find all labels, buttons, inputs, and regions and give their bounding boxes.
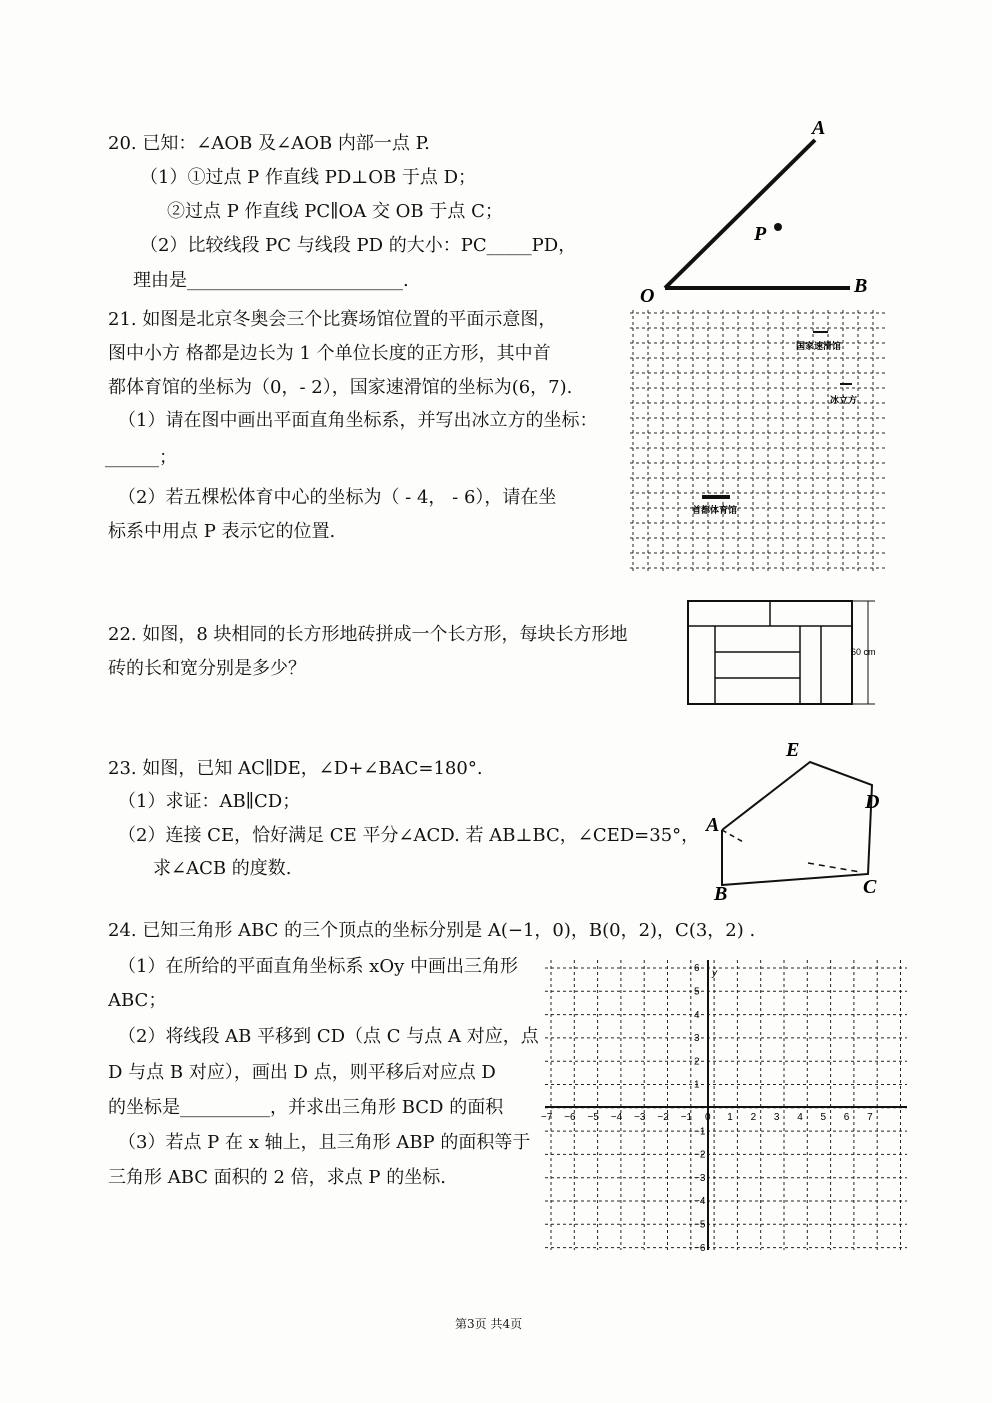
q23-line2: （1）求证：AB∥CD； <box>118 791 301 812</box>
q20-line2: （1）①过点 P 作直线 PD⊥OB 于点 D； <box>140 167 477 188</box>
x-tick-label: −5 <box>587 1112 599 1123</box>
x-tick-label: 4 <box>797 1112 803 1123</box>
label-a2: A <box>706 814 720 836</box>
x-tick-label: −1 <box>680 1112 693 1123</box>
x-tick-label: 7 <box>867 1112 873 1123</box>
y-tick-label: −6 <box>694 1242 706 1254</box>
q24-line6: 的坐标是__________，并求出三角形 BCD 的面积 <box>108 1097 504 1118</box>
q21-line5: ______； <box>105 447 177 468</box>
x-tick-label: −2 <box>657 1112 669 1123</box>
q20-line5: 理由是________________________. <box>133 270 409 291</box>
label-d: D <box>865 791 880 813</box>
label-a: A <box>812 117 826 139</box>
q20-line3: ②过点 P 作直线 PC∥OA 交 OB 于点 C； <box>167 201 503 222</box>
y-tick-label: −1 <box>694 1126 706 1138</box>
y-tick-label: −5 <box>694 1219 706 1231</box>
q24-line4: （2）将线段 AB 平移到 CD（点 C 与点 A 对应，点 <box>118 1026 539 1047</box>
q21-line6: （2）若五棵松体育中心的坐标为（ - 4， - 6），请在坐 <box>118 487 557 508</box>
q24-line5: D 与点 B 对应），画出 D 点，则平移后对应点 D <box>108 1062 496 1083</box>
q21-line1: 21. 如图是北京冬奥会三个比赛场馆位置的平面示意图， <box>108 309 557 330</box>
y-tick-label: −3 <box>694 1172 706 1184</box>
angle-aob-figure <box>630 110 890 310</box>
x-tick-label: −3 <box>634 1112 646 1123</box>
x-tick-label: −6 <box>564 1112 576 1123</box>
x-tick-label: 6 <box>843 1112 850 1123</box>
q22-line2: 砖的长和宽分别是多少？ <box>108 658 306 679</box>
y-tick-label: 3 <box>694 1033 700 1045</box>
q23-line1: 23. 如图，已知 AC∥DE，∠D+∠BAC=180°. <box>108 758 483 779</box>
x-tick-label: 3 <box>773 1112 780 1123</box>
q23-line3: （2）连接 CE，恰好满足 CE 平分∠ACD. 若 AB⊥BC，∠CED=35°， <box>118 825 700 846</box>
y-tick-label: −4 <box>694 1196 706 1208</box>
coordinate-grid-figure <box>540 960 907 1254</box>
venue-grid-figure <box>630 310 886 574</box>
y-tick-label: 1 <box>694 1079 700 1091</box>
label-o: O <box>640 285 655 307</box>
page-footer: 第3页 共4页 <box>455 1317 523 1331</box>
label-e: E <box>786 739 800 761</box>
q24-line3: ABC； <box>108 990 167 1011</box>
tiles-figure <box>685 598 885 710</box>
y-axis-label: y <box>712 968 717 979</box>
q21-line3: 都体育馆的坐标为（0，- 2），国家速滑馆的坐标为(6，7). <box>108 377 573 398</box>
x-tick-label: 5 <box>820 1112 827 1123</box>
q20-line4: （2）比较线段 PC 与线段 PD 的大小：PC_____PD， <box>140 235 577 256</box>
ray-oa <box>665 140 815 288</box>
q24-line8: 三角形 ABC 面积的 2 倍，求点 P 的坐标. <box>108 1167 446 1188</box>
label-skating-venue: 国家速滑馆 <box>796 341 842 351</box>
label-c: C <box>863 876 877 898</box>
x-tick-label: 1 <box>727 1112 733 1123</box>
q21-line4: （1）请在图中画出平面直角坐标系，并写出冰立方的坐标： <box>118 410 598 431</box>
y-tick-label: −2 <box>694 1149 706 1161</box>
q22-line1: 22. 如图，8 块相同的长方形地砖拼成一个长方形，每块长方形地 <box>108 624 628 645</box>
parallel-figure <box>700 740 890 906</box>
label-p: P <box>754 223 767 245</box>
label-b2: B <box>714 883 728 905</box>
y-tick-label: 5 <box>694 986 700 998</box>
q24-line1: 24. 已知三角形 ABC 的三个顶点的坐标分别是 A(−1，0)，B(0，2)，C(3，2) . <box>108 920 756 941</box>
label-b: B <box>854 275 868 297</box>
point-p-dot <box>774 223 782 231</box>
x-tick-label: 2 <box>750 1112 757 1123</box>
y-tick-label: 2 <box>694 1056 700 1068</box>
y-tick-label: 4 <box>694 1009 700 1021</box>
y-tick-label: 6 <box>694 963 700 975</box>
q20-line1: 20. 已知：∠AOB 及∠AOB 内部一点 P. <box>108 133 430 154</box>
x-tick-label: −4 <box>610 1112 623 1123</box>
x-tick-label: −7 <box>540 1112 553 1123</box>
label-ice-cube: 冰立方 <box>830 395 858 405</box>
origin-label: 0 <box>705 1112 711 1123</box>
q24-line2: （1）在所给的平面直角坐标系 xOy 中画出三角形 <box>118 956 518 977</box>
q23-line4: 求∠ACB 的度数. <box>153 858 292 879</box>
q24-line7: （3）若点 P 在 x 轴上，且三角形 ABP 的面积等于 <box>118 1132 531 1153</box>
q21-line2: 图中小方 格都是边长为 1 个单位长度的正方形，其中首 <box>108 343 551 364</box>
dimension-label: 60 cm <box>851 647 876 657</box>
label-capital-gym: 首都体育馆 <box>692 505 738 515</box>
q21-line7: 标系中用点 P 表示它的位置. <box>108 521 336 542</box>
